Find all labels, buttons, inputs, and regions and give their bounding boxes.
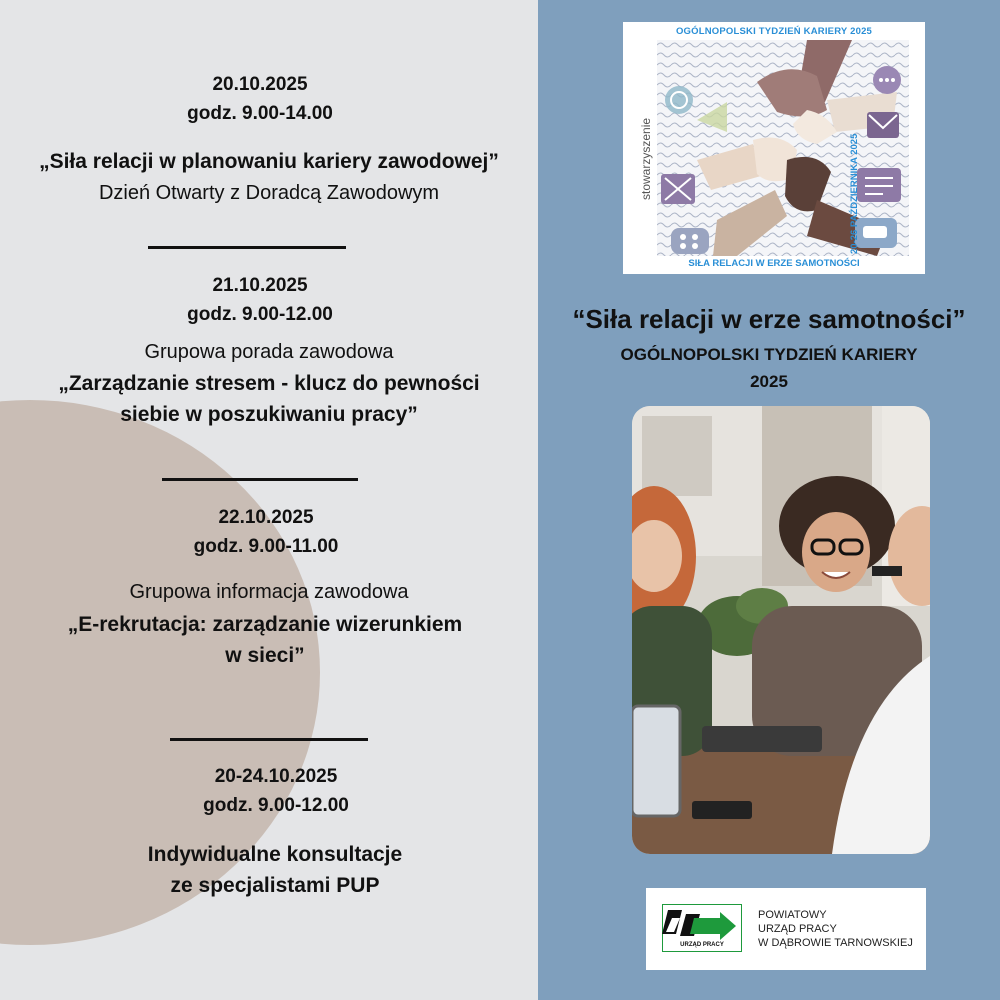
event-3-title-line2: w sieci” [225, 644, 305, 667]
logo-line-1: POWIATOWY [758, 909, 827, 921]
poster-org-text: stowarzyszenie [639, 117, 653, 200]
event-1-time: godz. 9.00-14.00 [187, 103, 333, 124]
logo-text [758, 908, 913, 950]
event-2-title-line1: „Zarządzanie stresem - klucz do pewności [58, 372, 480, 395]
heading-year: 2025 [750, 372, 788, 391]
event-1-date: 20.10.2025 [212, 74, 308, 95]
divider [162, 478, 358, 481]
logo-line-3: W DĄBROWIE TARNOWSKIEJ [758, 937, 913, 949]
logo-mark-text: URZĄD PRACY [680, 942, 724, 948]
people-photo [632, 406, 930, 854]
event-4-title-line1: Indywidualne konsultacje [147, 843, 403, 866]
event-4-date: 20-24.10.2025 [214, 766, 338, 787]
divider [148, 246, 346, 249]
heading-subtitle: OGÓLNOPOLSKI TYDZIEŃ KARIERY [620, 345, 918, 364]
poster-top-text: OGÓLNOPOLSKI TYDZIEŃ KARIERY 2025 [675, 26, 873, 37]
event-1-title: „Siła relacji w planowaniu kariery zawodowej” [39, 150, 499, 173]
hands-illustration [657, 40, 909, 256]
event-1-subtitle: Dzień Otwarty z Doradcą Zawodowym [98, 182, 440, 204]
event-2-type: Grupowa porada zawodowa [144, 341, 394, 363]
event-4-title-line2: ze specjalistami PUP [170, 874, 380, 897]
main-heading: “Siła relacji w erze samotności” [572, 304, 966, 334]
poster-bottom-text: SIŁA RELACJI W ERZE SAMOTNOŚCI [688, 258, 860, 269]
event-2-title-line2: siebie w poszukiwaniu pracy” [120, 403, 418, 426]
organization-logo [646, 888, 926, 970]
event-3-type: Grupowa informacja zawodowa [129, 581, 409, 603]
event-4-time: godz. 9.00-12.00 [203, 795, 349, 816]
event-3-date: 22.10.2025 [218, 507, 314, 528]
event-3-time: godz. 9.00-11.00 [193, 536, 339, 557]
office-photo-illustration [632, 406, 930, 854]
divider [170, 738, 368, 741]
poster-date-text: 20-26 PAŹDZIERNIKA 2025 [849, 133, 860, 254]
event-poster [623, 22, 925, 274]
event-3-title-line1: „E-rekrutacja: zarządzanie wizerunkiem [67, 613, 463, 636]
event-2-date: 21.10.2025 [212, 275, 308, 296]
event-2-time: godz. 9.00-12.00 [187, 304, 333, 325]
logo-line-2: URZĄD PRACY [758, 923, 837, 935]
